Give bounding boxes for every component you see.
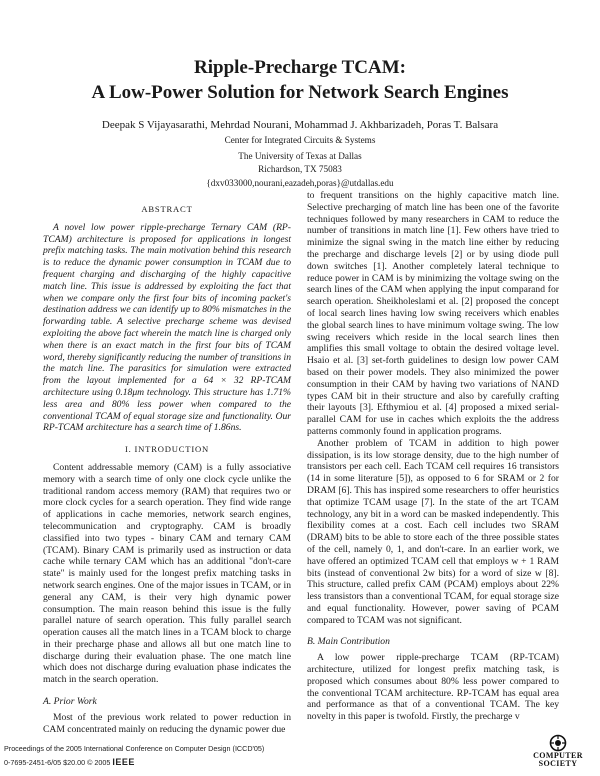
abstract-text: A novel low power ripple-precharge Ternary CAM (RP-TCAM) architecture is proposed for applications in longest prefix matching tasks. The main motivation behind this research is to reduce the dynamic power consumption in TCAM due to frequent charging and discharging of the highly capacitive match line. This issue is addressed by exploiting the fact that when we compare only the first four bits of incoming packet's destination address we can identify up to 80% mismatches in the forwarding table. A selective precharge scheme was devised exploiting the above fact wherein the match line is charged only when there is an exact match in the first four bits of TCAM word, thereby significantly reducing the number of transitions in the match line. The parasitics for simulation were extracted from the layout implemented for a 64 × 32 RP-TCAM architecture using 0.18μm technology. This structure has 1.71% less area and 80% less power when compared to the conventional TCAM of equal storage size and functionality. Our RP-TCAM architecture has a search time of 1.86ns. xyxy=(43,221,291,434)
author-list: Deepak S Vijayasarathi, Mehrdad Nourani, Mohammad J. Akhbarizadeh, Poras T. Balsara xyxy=(101,119,499,131)
introduction-heading: I. INTRODUCTION xyxy=(124,444,210,455)
left-column xyxy=(43,204,291,735)
right-column xyxy=(307,190,559,723)
affiliation-city: Richardson, TX 75083 xyxy=(258,164,342,174)
footer-copyright xyxy=(4,757,135,767)
prior-work-paragraph-1: Most of the previous work related to power reduction in CAM concentrated mainly on reducing the dynamic power due xyxy=(43,711,291,735)
author-emails: {dxv033000,nourani,eazadeh,poras}@utdallas.edu xyxy=(206,178,394,188)
footer-proceedings: Proceedings of the 2005 International Conference on Computer Design (ICCD'05) xyxy=(4,744,265,753)
prior-work-heading: A. Prior Work xyxy=(43,696,97,708)
footer-isbn: 0-7695-2451-6/05 $20.00 © 2005 xyxy=(4,758,111,767)
computer-society-logo xyxy=(528,734,588,774)
main-contribution-paragraph: A low power ripple-precharge TCAM (RP-TCAM) architecture, utilized for longest prefix matching task, is proposed which consumes about 80% less power compared to the conventional TCAM architecture. RP-TCAM has equal area and performance as that of a conventional TCAM. The key novelty in this paper is twofold. Firstly, the precharge v xyxy=(307,652,559,723)
paper-title-line2: A Low-Power Solution for Network Search Engines xyxy=(91,82,509,103)
abstract-heading: ABSTRACT xyxy=(141,204,193,214)
logo-word-society: SOCIETY xyxy=(538,759,578,768)
paper-title-line1: Ripple-Precharge TCAM: xyxy=(194,57,406,78)
logo-word-computer: COMPUTER xyxy=(533,751,583,760)
affiliation-center: Center for Integrated Circuits & Systems xyxy=(224,135,376,145)
introduction-paragraph: Content addressable memory (CAM) is a fully associative memory with a search time of only one clock cycle unlike the traditional random access memory (RAM) that requires two or more clock cycles for a search operation. They find wide range of applications in cache memories, network search engines, telecommunication and cryptography. CAM is broadly classified into two types - binary CAM and ternary CAM (TCAM). Binary CAM is primarily used as instruction or data cache while ternary CAM which has an additional "don't-care state" is mainly used for the longest prefix matching tasks in network search engines. One of the major issues in TCAM, or in general any CAM, is their very high dynamic power consumption. The main reason behind this issue is the fully parallel nature of search operation. This fully parallel search operation causes all the match lines in a TCAM block to charge in their precharge phase and allows all but one match line to discharge during their evaluation phase. The one match line which does not discharge during evaluation phase indicates the match in the search operation. xyxy=(43,461,291,686)
affiliation-university: The University of Texas at Dallas xyxy=(238,151,362,161)
ieee-logo: IEEE xyxy=(112,757,135,767)
prior-work-paragraph-3: Another problem of TCAM in addition to high power dissipation, is its low storage density, due to the high number of transistors per each cell. Each TCAM cell requires 16 transistors (14 in some literature [5]), as opposed to 6 for SRAM or 2 for DRAM [6]. This has inspired some researchers to offer heuristics that optimize TCAM usage [7]. In the state of the art TCAM technology, any bit in a word can be masked independently. This flexibility comes at a cost. Each cell includes two SRAM (DRAM) bits to be able to store each of the three possible states of the cell, namely 0, 1, and don't-care. In an earlier work, we have offered an optimized TCAM cell that employs w + 1 RAM bits (instead of conventional 2w bits) for a word of size w [8]. This structure, called prefix CAM (PCAM) employs about 22% less transistors than a conventional TCAM, for equal storage size and equal functionality. However, power saving of PCAM compared to TCAM was not significant. xyxy=(307,437,559,626)
main-contribution-heading: B. Main Contribution xyxy=(307,636,390,648)
computer-society-icon xyxy=(549,734,567,752)
prior-work-paragraph-2: to frequent transitions on the highly capacitive match line. Selective precharging of match line has been one of the favorite techniques followed by many researchers in CAM to reduce the number of transitions in match line [1]. Few others have tried to minimize the signal swing in the match line either by reducing the precharge and discharge levels [2] or by using diode pull down switches [1]. Another completely lateral technique to reduce power in CAM is by minimizing the voltage swing on the search lines of the CAM when applying the input comparand for search operation. Sheikholeslami et al. [2] proposed the concept of local search lines having low swing receivers which enables the global search lines to have minimum voltage swing. The low swing receivers which reside in the local search lines then amplifies this small voltage to obtain the desired voltage level. Hsaio et al. [3] set-forth guidelines to design low power CAM based on their power models. They also minimized the power consumption in their CAM by having two variations of NAND types CAM bit in their structure and also by carefully crafting their layouts [3]. Efthymiou et al. [4] proposed a mixed serial-parallel CAM for use in caches which exploits the the address patterns commonly found in application programs. xyxy=(307,190,559,437)
